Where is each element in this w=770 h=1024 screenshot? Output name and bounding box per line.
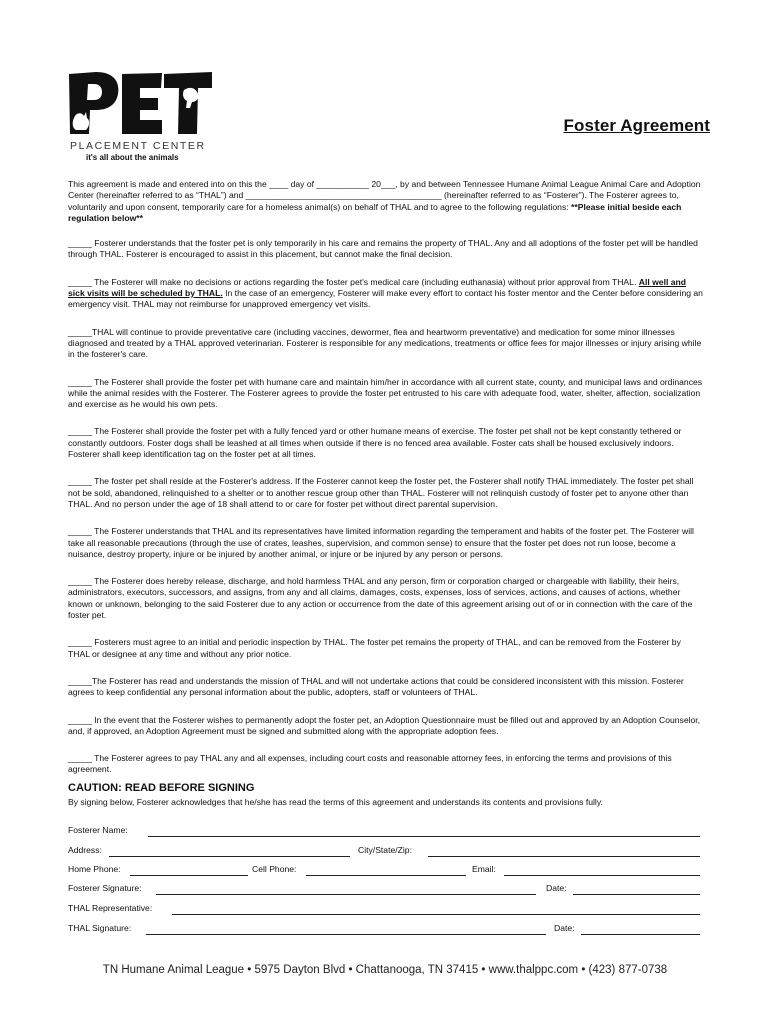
regulations-list bbox=[68, 238, 704, 776]
city-state-zip-label: City/State/Zip: bbox=[358, 845, 412, 855]
thal-date-field[interactable] bbox=[581, 933, 700, 935]
regulation-text: THAL will continue to provide preventative care (including vaccines, dewormer, flea and heartworm preventative) and medication for some minor illnesses diagnosed and treated by a THAL approved veterinarian. Fosterer is responsible for any medications, treatments or office fees for major illnesses or injury arising while in the fosterer's care. bbox=[68, 326, 702, 360]
regulation-item bbox=[68, 676, 704, 699]
date-label: Date: bbox=[546, 883, 567, 893]
intro-paragraph bbox=[68, 179, 704, 224]
city-state-zip-field[interactable] bbox=[428, 855, 700, 857]
initial-blank[interactable]: _____ bbox=[68, 675, 92, 686]
regulation-item bbox=[68, 476, 704, 510]
form-row-phones bbox=[68, 864, 702, 876]
footer-contact: TN Humane Animal League • 5975 Dayton Blvd • Chattanooga, TN 37415 • www.thalppc.com • (423) 877-0738 bbox=[102, 964, 668, 976]
regulation-item bbox=[68, 327, 704, 361]
home-phone-label: Home Phone: bbox=[68, 864, 121, 874]
fosterer-name-label: Fosterer Name: bbox=[68, 825, 128, 835]
intro-line-3: “Fosterer”). The Fosterer agrees to, voluntarily and upon consent, temporarily care for a homeless animal(s) on behalf of THAL and to agree to the bbox=[68, 190, 679, 212]
pet-logo-graphic-icon bbox=[66, 68, 216, 138]
regulation-text: The Fosterer has read and understands the mission of THAL and will not undertake actions that could be considered inconsistent with this mission. Fosterer agrees to keep confidential any personal information about the public, adopters, staff or volunteers of THAL. bbox=[68, 675, 684, 698]
regulation-text-continued: In the case of an emergency, Fosterer will make every effort to contact his foster mentor and the Center before considering an emergency visit. THAL may not reimburse for unapproved emergency vet visits. bbox=[68, 288, 703, 310]
initial-blank[interactable]: _____ bbox=[68, 426, 95, 437]
logo-tagline: it's all about the animals bbox=[86, 153, 179, 162]
regulation-item bbox=[68, 753, 704, 776]
regulation-text: The foster pet shall reside at the Fosterer's address. If the Fosterer cannot keep the foster pet, the Fosterer shall notify THAL immediately. The foster pet shall not be sold, abandoned, relinquished to a shelter or to another rescue group other than THAL. Fosterer will not relinquish custody of foster pet to anyone other than THAL. And no person under the age of 18 shall attend to or care for foster pet without direct parental supervision. bbox=[68, 476, 694, 509]
caution-text: By signing below, Fosterer acknowledges that he/she has read the terms of this agreement and understands its contents and provisions fully. bbox=[68, 797, 603, 807]
regulation-item bbox=[68, 637, 704, 660]
agreement-body bbox=[68, 179, 704, 792]
cell-phone-label: Cell Phone: bbox=[252, 864, 297, 874]
regulation-text: The Fosterer shall provide the foster pet with humane care and maintain him/her in accordance with all current state, county, and municipal laws and ordinances while the animal resides with the Fosterer. The Fosterer agrees to provide the foster pet entrusted to his care with adequate food, water, shelter, affection, socialization and exercise as he would his own pets. bbox=[68, 376, 703, 410]
caution-heading: CAUTION: READ BEFORE SIGNING bbox=[68, 782, 255, 794]
intro-line-2: Care and Adoption Center (hereinafter referred to as “THAL”) and _________________________________________ (hereinafter referred to as bbox=[68, 179, 701, 201]
fosterer-signature-field[interactable] bbox=[156, 893, 536, 895]
regulation-text: In the event that the Fosterer wishes to permanently adopt the foster pet, an Adoption Questionnaire must be filled out and approved by an Adoption Counselor, and, if approved, an Adoption Agreement must be signed and submitted along with the appropriate adoption fees. bbox=[68, 714, 701, 736]
regulation-text: The Fosterer does hereby release, discharge, and hold harmless THAL and any person, firm or corporation charged or chargeable with liability, their heirs, administrators, executors, successors, and assigns, from any and all claims, damages, costs, expenses, loss of services, actions, and causes of actions, whether known or unknown, belonging to the said Fosterer due to any action or occurrence from the date of this agreement arising out of or in connection with the care of the foster pet. bbox=[68, 576, 693, 621]
initial-blank[interactable]: _____ bbox=[68, 576, 95, 587]
form-row-thal-signature bbox=[68, 923, 702, 935]
regulation-text: The Fosterer will make no decisions or actions regarding the foster pet's medical care (including euthanasia) without prior approval from THAL. bbox=[94, 276, 637, 287]
date-field[interactable] bbox=[573, 893, 700, 895]
intro-line-4: following regulations: bbox=[488, 201, 572, 212]
regulation-emphasis: All well and sick visits will be scheduled by THAL. bbox=[68, 276, 687, 299]
form-row-name bbox=[68, 825, 702, 837]
email-label: Email: bbox=[472, 864, 496, 874]
home-phone-field[interactable] bbox=[130, 874, 248, 876]
thal-date-label: Date: bbox=[554, 923, 575, 933]
form-row-address bbox=[68, 845, 702, 857]
initial-blank[interactable]: _____ bbox=[68, 326, 92, 337]
address-label: Address: bbox=[68, 845, 102, 855]
address-field[interactable] bbox=[109, 855, 350, 857]
thal-representative-field[interactable] bbox=[172, 913, 700, 915]
fosterer-signature-label: Fosterer Signature: bbox=[68, 883, 142, 893]
regulation-item bbox=[68, 526, 704, 560]
regulation-item bbox=[68, 715, 704, 738]
regulation-text: The Fosterer understands that THAL and its representatives have limited information regarding the temperament and habits of the foster pet. The Fosterer will take all reasonable precautions (through the use of crates, leashes, supervision, and common sense) to ensure that the foster pet does not run loose, become a nuisance, destroy property, injure or be injured by another animal, or injure or be injured by any person or persons. bbox=[68, 526, 694, 559]
regulation-item bbox=[68, 426, 704, 460]
initial-blank[interactable]: _____ bbox=[68, 238, 95, 249]
regulation-item bbox=[68, 277, 704, 311]
intro-line-1: This agreement is made and entered into on this the ____ day of ___________ 20___, by and between Tennessee Humane Animal League Animal bbox=[68, 179, 627, 189]
form-row-representative bbox=[68, 903, 702, 915]
initial-blank[interactable]: _____ bbox=[68, 637, 95, 648]
thal-signature-label: THAL Signature: bbox=[68, 923, 132, 933]
logo-subtitle: PLACEMENT CENTER bbox=[70, 140, 206, 152]
email-field[interactable] bbox=[504, 874, 700, 876]
form-row-signature bbox=[68, 883, 702, 895]
initial-blank[interactable]: _____ bbox=[68, 376, 95, 387]
pet-placement-center-logo bbox=[66, 68, 216, 164]
regulation-text: The Fosterer shall provide the foster pet with a fully fenced yard or other humane means of exercise. The foster pet shall not be kept constantly tethered or constantly outdoors. Foster dogs shall be leashed at all times when outside if there is no fenced area available. Foster cats shall be housed exclusively indoors. Fosterer shall keep identification tag on the foster pet at all times. bbox=[68, 426, 682, 460]
initial-blank[interactable]: _____ bbox=[68, 276, 95, 287]
regulation-item bbox=[68, 238, 704, 261]
regulation-text: Fosterers must agree to an initial and periodic inspection by THAL. The foster pet remains the property of THAL, and can be removed from the Fosterer by THAL or designee at any time and without any prior notice. bbox=[68, 637, 681, 659]
thal-representative-label: THAL Representative: bbox=[68, 903, 153, 913]
cell-phone-field[interactable] bbox=[306, 874, 466, 876]
initial-blank[interactable]: _____ bbox=[68, 476, 95, 487]
regulation-text: The Fosterer agrees to pay THAL any and all expenses, including court costs and reasonable attorney fees, in enforcing the terms and provisions of this agreement. bbox=[68, 753, 672, 775]
regulation-text: Fosterer understands that the foster pet is only temporarily in his care and remains the property of THAL. Any and all adoptions of the foster pet will be handled through THAL. Fosterer is encouraged to assist in this placement, but cannot make the final decision. bbox=[68, 238, 698, 260]
thal-signature-field[interactable] bbox=[146, 933, 546, 935]
initial-blank[interactable]: _____ bbox=[68, 714, 95, 725]
intro-instruction: **Please initial beside each regulation below** bbox=[68, 201, 682, 223]
regulation-item bbox=[68, 576, 704, 621]
initial-blank[interactable]: _____ bbox=[68, 753, 95, 764]
initial-blank[interactable]: _____ bbox=[68, 526, 95, 537]
page-title: Foster Agreement bbox=[563, 116, 710, 135]
regulation-item bbox=[68, 377, 704, 411]
fosterer-name-field[interactable] bbox=[148, 835, 700, 837]
